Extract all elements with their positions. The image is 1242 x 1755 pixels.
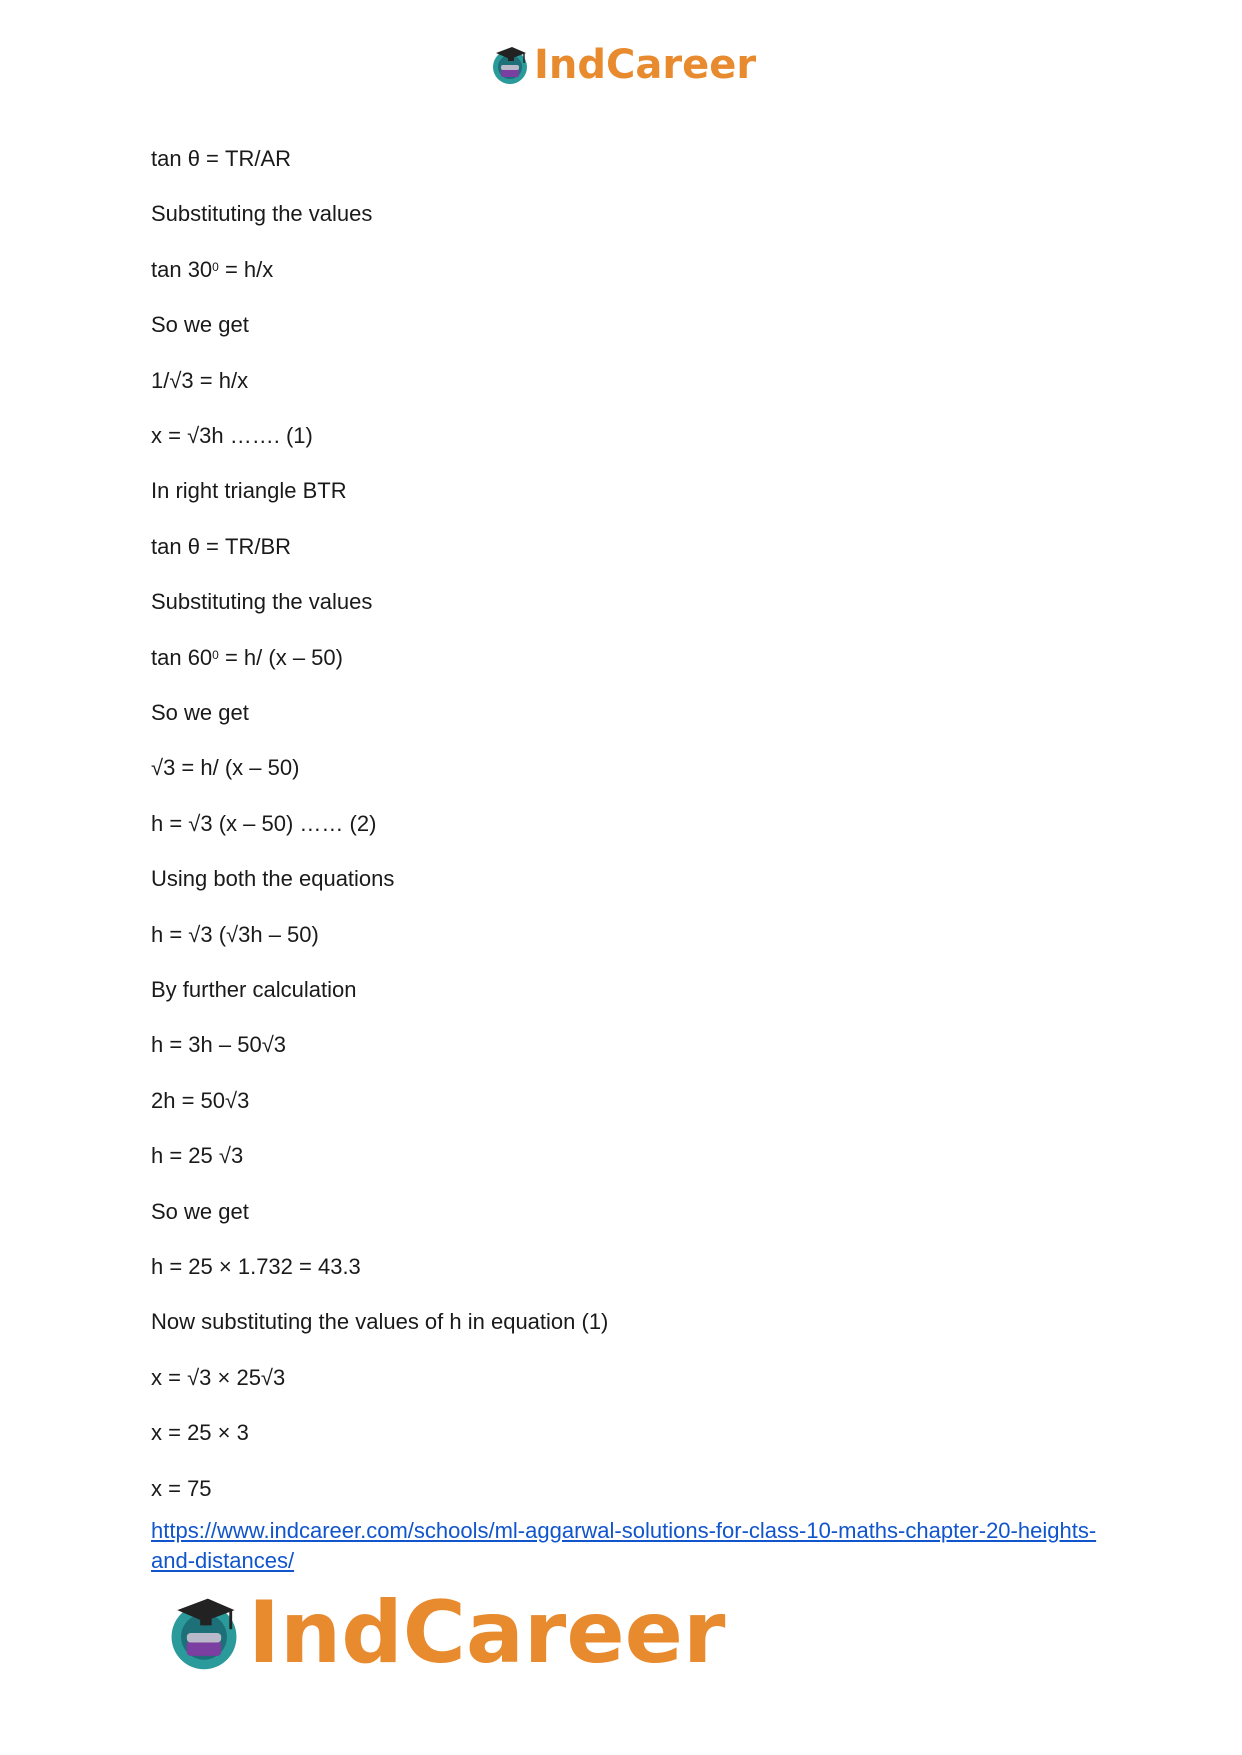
line-text: So we get [151, 700, 249, 725]
text-line [151, 423, 313, 449]
graduation-globe-icon [162, 1591, 246, 1675]
text-line [151, 146, 291, 172]
footer-logo [162, 1583, 726, 1683]
line-text: 2h = 50√3 [151, 1087, 250, 1113]
text-line [151, 811, 376, 837]
text-line [151, 645, 343, 671]
line-text: So we get [151, 312, 249, 338]
line-text: x = √3 × 25√3 [151, 1364, 286, 1390]
text-line [151, 1088, 249, 1114]
line-text: h = 3h – 50√3 [151, 1032, 287, 1058]
line-text: x = 75 [151, 1475, 212, 1501]
text-line [151, 922, 319, 948]
line-text: tan 60 [151, 644, 213, 670]
line-text: Substituting the values [151, 589, 373, 615]
text-line [151, 312, 249, 338]
line-text: h = 25 √3 [151, 1143, 244, 1169]
line-text: √3 = h/ (x – 50) [151, 755, 300, 781]
text-line [151, 368, 248, 394]
text-line [151, 1309, 608, 1335]
text-line [151, 866, 394, 892]
source-link[interactable]: https://www.indcareer.com/schools/ml-aggarwal-solutions-for-class-10-maths-chapter-20-heights-and-distances/ [151, 1518, 1097, 1573]
line-text: In right triangle BTR [151, 478, 347, 504]
line-text: h = √3 (√3h – 50) [151, 921, 319, 947]
text-line [151, 1199, 249, 1225]
text-line [151, 977, 356, 1003]
graduation-globe-icon [488, 43, 532, 87]
text-line [151, 257, 273, 283]
line-text: Now substituting the values of h in equation (1) [151, 1309, 609, 1335]
line-text-continued: = h/x [218, 256, 274, 282]
line-text: By further calculation [151, 977, 357, 1002]
line-text: So we get [151, 1198, 249, 1224]
text-line [151, 534, 291, 560]
line-text: tan θ = TR/AR [151, 146, 292, 171]
line-text: x = 25 × 3 [151, 1420, 249, 1446]
text-line [151, 755, 299, 781]
line-text: Substituting the values [151, 201, 373, 227]
line-text: tan 30 [151, 256, 213, 282]
degree-superscript: 0 [212, 647, 219, 662]
text-line [151, 1476, 212, 1502]
line-text: 1/√3 = h/x [151, 367, 249, 393]
footer-logo-text: IndCareer [248, 1583, 726, 1683]
line-text: Using both the equations [151, 866, 395, 892]
text-line [151, 1143, 243, 1169]
text-line [151, 589, 372, 615]
text-line [151, 478, 347, 504]
degree-superscript: 0 [212, 259, 219, 274]
line-text: x = √3h ……. (1) [151, 423, 313, 448]
text-line [151, 201, 372, 227]
line-text: h = 25 × 1.732 = 43.3 [151, 1254, 361, 1279]
line-text: tan θ = TR/BR [151, 533, 292, 559]
text-line [151, 1032, 286, 1058]
text-line [151, 700, 249, 726]
text-line [151, 1254, 361, 1280]
text-line [151, 1420, 249, 1446]
header-logo-text: IndCareer [534, 42, 757, 88]
line-text: h = √3 (x – 50) …… (2) [151, 810, 377, 836]
line-text-continued: = h/ (x – 50) [218, 644, 343, 670]
text-line [151, 1365, 285, 1391]
header-logo [488, 40, 756, 90]
